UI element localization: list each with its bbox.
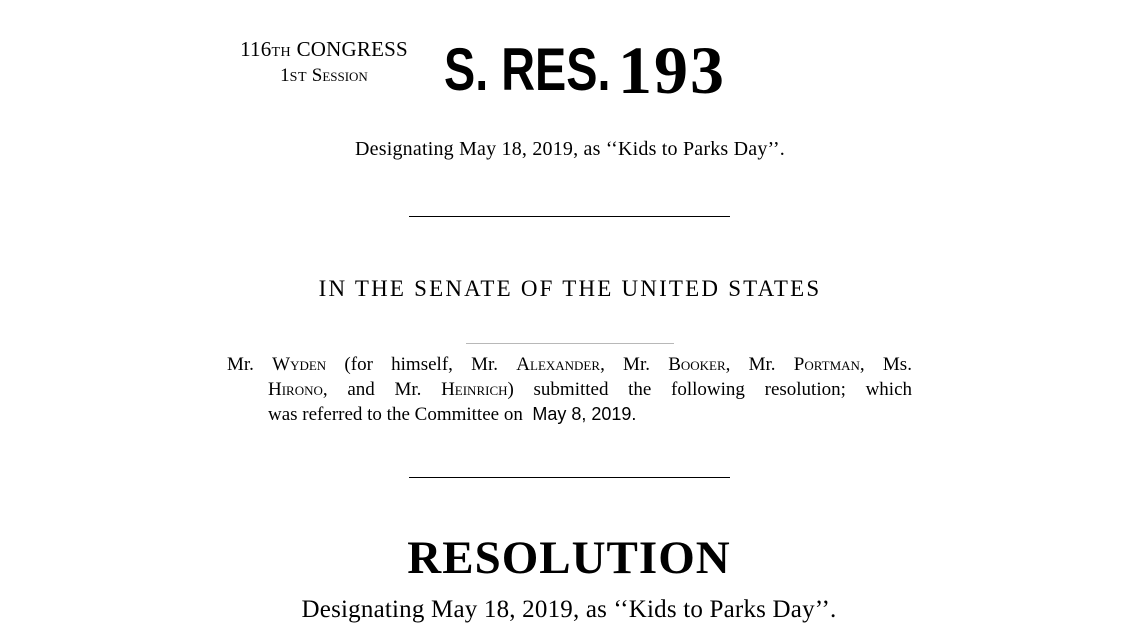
referral-text: was referred to the Committee on bbox=[268, 404, 523, 425]
divider-thin bbox=[466, 343, 674, 344]
referral-date: May 8, 2019. bbox=[532, 404, 637, 424]
sponsor-line-2 bbox=[227, 377, 912, 402]
bill-number-heading bbox=[444, 30, 726, 110]
sponsor-name: Wyden bbox=[272, 354, 327, 375]
sponsor-name: Portman bbox=[793, 354, 860, 375]
congress-label bbox=[226, 38, 422, 64]
sponsor-name: Heinrich bbox=[441, 379, 508, 400]
congress-word: CONGRESS bbox=[296, 37, 408, 61]
sponsor-text: (for himself, Mr. bbox=[326, 354, 517, 375]
congress-ordinal-suffix: TH bbox=[271, 45, 292, 60]
congress-session-block bbox=[226, 38, 422, 89]
senate-heading: IN THE SENATE OF THE UNITED STATES bbox=[318, 276, 822, 301]
bill-short-title: Designating May 18, 2019, as ‘‘Kids to Parks Day’’. bbox=[355, 138, 785, 160]
sponsor-name: Hirono bbox=[268, 379, 323, 400]
sponsor-text: Mr. bbox=[227, 354, 273, 375]
session-ordinal-suffix: ST bbox=[289, 70, 307, 85]
divider-top bbox=[409, 216, 730, 217]
bill-prefix: S. RES. bbox=[444, 36, 611, 103]
sponsor-name: Booker bbox=[668, 354, 726, 375]
sponsor-line-3 bbox=[227, 402, 912, 427]
sponsor-text: , Ms. bbox=[859, 354, 912, 375]
session-number: 1 bbox=[280, 65, 290, 86]
session-label bbox=[226, 64, 422, 89]
sponsor-text: , and Mr. bbox=[322, 379, 442, 400]
sponsor-paragraph bbox=[227, 352, 912, 427]
sponsor-text: , Mr. bbox=[600, 354, 669, 375]
sponsor-line-1 bbox=[227, 352, 912, 377]
session-word: Session bbox=[311, 65, 368, 86]
congress-number: 116 bbox=[240, 37, 272, 61]
sponsor-text: ) submitted the following resolution; which bbox=[507, 379, 913, 400]
bill-number: 193 bbox=[618, 32, 726, 108]
sponsor-name: Alexander bbox=[516, 354, 601, 375]
sponsor-text: , Mr. bbox=[725, 354, 794, 375]
resolution-subtitle: Designating May 18, 2019, as ‘‘Kids to Parks Day’’. bbox=[301, 596, 837, 623]
divider-middle bbox=[409, 477, 730, 478]
resolution-title: RESOLUTION bbox=[407, 532, 731, 584]
